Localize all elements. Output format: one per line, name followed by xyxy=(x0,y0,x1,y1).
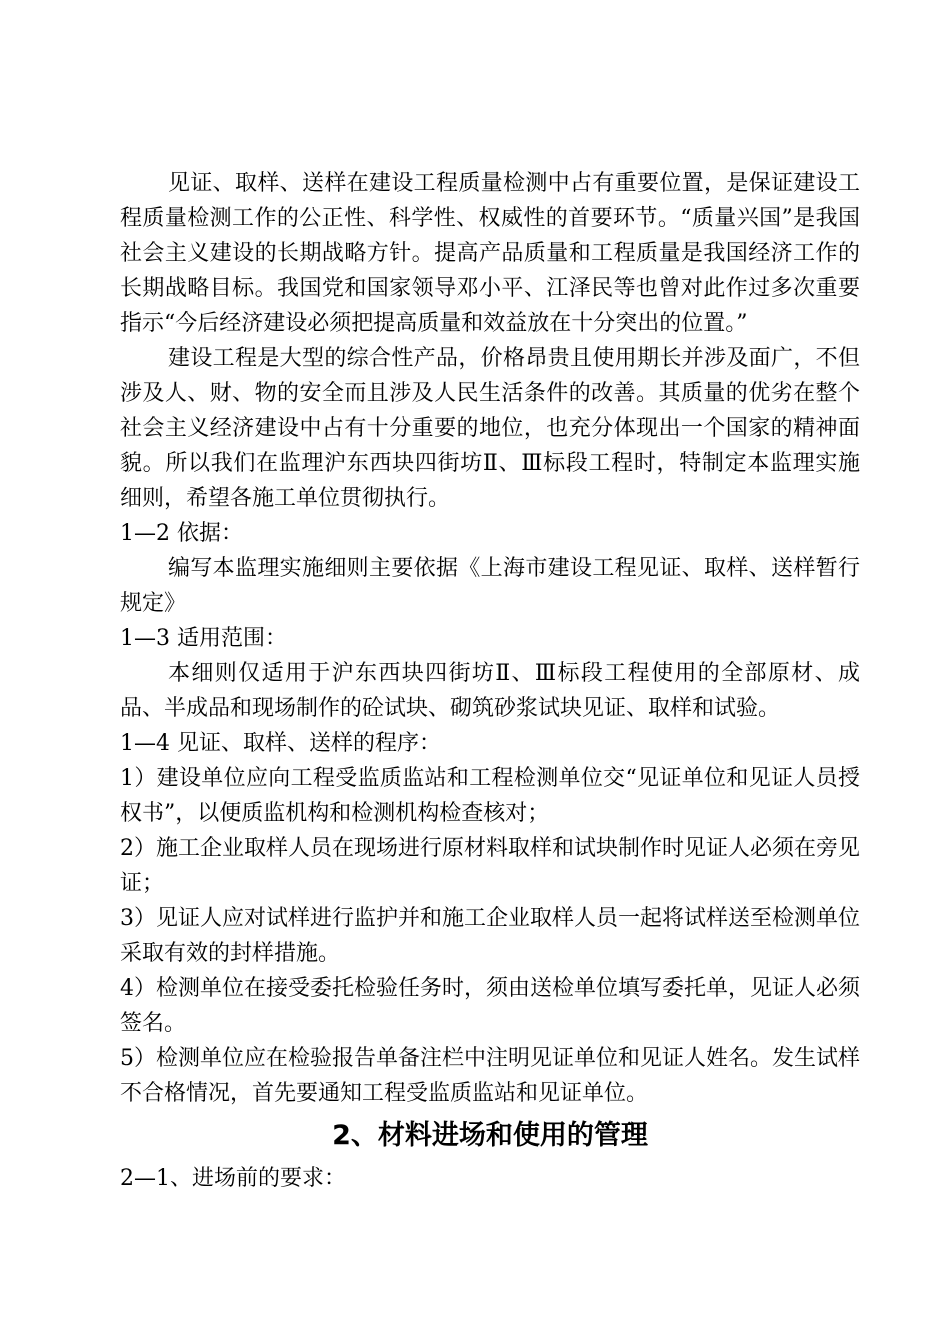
procedure-item-3: 3）见证人应对试样进行监护并和施工企业取样人员一起将试样送至检测单位采取有效的封样措施。 xyxy=(120,906,860,966)
intro-paragraph-1: 见证、取样、送样在建设工程质量检测中占有重要位置，是保证建设工程质量检测工作的公正性、科学性、权威性的首要环节。“质量兴国”是我国社会主义建设的长期战略方针。提高产品质量和工程质量是我国经济工作的长期战略目标。我国党和国家领导邓小平、江泽民等也曾对此作过多次重要指示“今后经济建设必须把提高质量和效益放在十分突出的位置。” xyxy=(120,171,860,336)
document-page xyxy=(120,166,860,1196)
section-text-1-3: 本细则仅适用于沪东西块四街坊Ⅱ、Ⅲ标段工程使用的全部原材、成品、半成品和现场制作的砼试块、砌筑砂浆试块见证、取样和试验。 xyxy=(120,661,860,721)
section-heading-1-2: 1—2 依据： xyxy=(120,521,243,546)
section-text-1-2: 编写本监理实施细则主要依据《上海市建设工程见证、取样、送样暂行规定》 xyxy=(120,556,860,616)
intro-paragraph-2: 建设工程是大型的综合性产品，价格昂贵且使用期长并涉及面广，不但涉及人、财、物的安全而且涉及人民生活条件的改善。其质量的优劣在整个社会主义经济建设中占有十分重要的地位，也充分体现出一个国家的精神面貌。所以我们在监理沪东西块四街坊Ⅱ、Ⅲ标段工程时，特制定本监理实施细则，希望各施工单位贯彻执行。 xyxy=(120,346,860,511)
procedure-item-2: 2）施工企业取样人员在现场进行原材料取样和试块制作时见证人必须在旁见证； xyxy=(120,836,860,896)
procedure-item-5: 5）检测单位应在检验报告单备注栏中注明见证单位和见证人姓名。发生试样不合格情况，首先要通知工程受监质监站和见证单位。 xyxy=(120,1046,860,1106)
procedure-item-1: 1）建设单位应向工程受监质监站和工程检测单位交“见证单位和见证人员授权书”，以便质监机构和检测机构检查核对； xyxy=(120,766,860,826)
section-heading-1-4: 1—4 见证、取样、送样的程序： xyxy=(120,731,441,756)
chapter-title: 2、材料进场和使用的管理 xyxy=(332,1120,648,1151)
chapter-sub-heading: 2—1、进场前的要求： xyxy=(120,1166,346,1191)
section-heading-1-3: 1—3 适用范围： xyxy=(120,626,287,651)
procedure-item-4: 4）检测单位在接受委托检验任务时，须由送检单位填写委托单，见证人必须签名。 xyxy=(120,976,860,1036)
